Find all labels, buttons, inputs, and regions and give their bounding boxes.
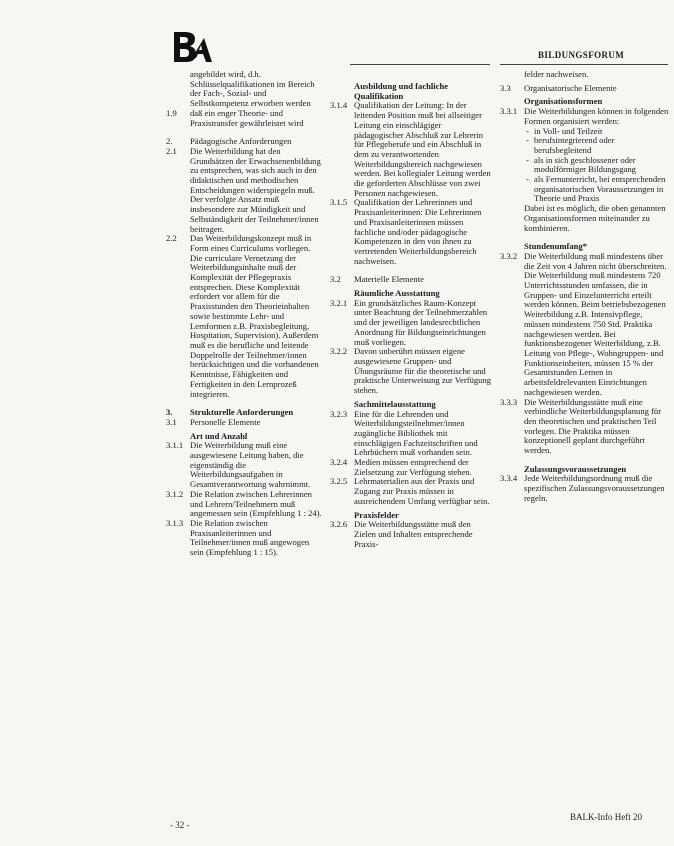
list-item: 3.2.2 Davon unberührt müssen eigene ausgewiesene Gruppen- und Übungsräume für die theoretische und praktische Unterweisung zur Verfügung stehen. [330,346,492,396]
list-item: angebildet wird, d.h. Schlüsselqualifikationen im Bereich der Fach-, Sozial- und Selbstkompetenz erworben werden [190,69,315,109]
page-number: - 32 - [170,820,190,830]
subheading: Sachmittelausstattung [354,398,436,409]
list-item: 3.1.4 Qualifikation der Leitung: In der leitenden Position muß bei allseitiger Leitung ein einschlägiger pädagogischer Abschluß zur Lehrerin für Pflegeberufe und ein Abschluß in dem zu verantwortenden Weiterbildungsbereich nachgewiesen werden. Bei kollegialer Leitung werden die geforderten Abschlüsse von zwei Personen nachgewiesen. [330,100,491,198]
list-item: 3.3.2 Die Weiterbildung muß mindestens über die Zeit von 4 Jahren nicht überschreiten. Die Weiterbildung muß mindestens 720 Unterrichtsstunden umfassen, die in Gruppen- und Einzelunterricht erteilt werden können. Beim betriebsbezogenen Weiterbildung z.B. Intensivpflege, müssen mindestens 750 Std. Praktika nachgewiesen werden. Bei funktionsbezogener Weiterbildung, z.B. Leitung von Pflege-, Wohngruppen- und Funktionseinheiten, müssen 15 % der Gesamtstunden Lernen in arbeitsfeldrelevanten Einrichtungen nachgewiesen werden. [500,250,667,397]
subheading: Praxisfelder [354,509,399,520]
list-item: 2.1 Die Weiterbildung hat den Grundsätzen der Erwachsenenbildung zu entsprechen, was sich auch in den didaktischen und methodischen Entscheidungen widerspiegeln muß. Der verfolgte Ansatz muß insbesondere zur Mündigkeit und Selbständigkeit der Teilnehmer/innen beitragen. [166,145,321,234]
list-item: 3.1.5 Qualifikation der Lehrerinnen und Praxisanleiterinnen: Die Lehrerinnen und Praxisanleiterinnen müssen fachliche und/oder pädagogische Kompetenzen in den von ihnen zu vertretenden Weiterbildungsbereich nachweisen. [330,197,482,266]
list-item: 1.9 daß ein enger Theorie- und Praxistransfer gewährleistet wird [166,107,304,128]
subheading: Räumliche Ausstattung [354,288,440,299]
subheading: Zulassungsvoraussetzungen [524,463,627,474]
subheading: Art und Anzahl [190,430,248,441]
text-column-1 [166,70,324,558]
section-heading: 3.3 Organisatorische Elemente [500,82,617,93]
balk-logo-icon [170,28,216,66]
journal-name: BALK-Info Heft 20 [570,812,642,822]
list-item: 3.2.4 Medien müssen entsprechend der Zielsetzung zur Verfügung stehen. [330,457,472,477]
section-heading: 3. Strukturelle Anforderungen [166,407,294,418]
header-rule [500,64,668,65]
organisation-forms-list [524,127,670,205]
list-item: 3.1.2 Die Relation zwischen Lehrerinnen und Lehrern/Teilnehmern muß angemessen sein (Empfehlung 1 : 24). [166,488,322,519]
list-item: felder nachweisen. [524,69,589,79]
list-item: 3.3.3 Die Weiterbildungsstätte muß eine verbindliche Weiterbildungsplanung für den theoretischen und praktischen Teil vorlegen. Die Praktika müssen konzeptionell geplant durchgeführt werden. [500,396,662,456]
list-item: 3.1.3 Die Relation zwischen Praxisanleiterinnen und Teilnehmer/innen muß angewogen sein (Empfehlung 1 : 15). [166,517,310,558]
section-header: BILDUNGSFORUM [538,50,625,60]
list-item: 3.2.1 Ein grundsätzliches Raum-Konzept unter Beachtung der Teilnehmerzahlen und der jeweiligen landesrechtlichen Anordnung für Bildungseinrichtungen muß vorliegen. [330,297,488,347]
list-item: 3.1.1 Die Weiterbildung muß eine ausgewiesene Leitung haben, die eigenständig die Weiterbildungsaufgaben in Gesamtverantwortung wahrnimmt. [166,440,311,490]
header-rule [350,64,490,65]
text-column-2 [330,82,492,549]
section-heading: 3.2 Materielle Elemente [330,274,424,285]
list-item: 2.2 Das Weiterbildungskonzept muß in Form eines Curriculums vorliegen. Die curriculare Vernetzung der Weiterbildungsinhalte muß der Komplexität der Pflegepraxis entsprechen. Diese Komplexität erfordert vor allem für die Praxisstunden den Theorieinhalten sowie bestimmte Lehr- und Lernformen z.B. Praxisbegleitung, Hospitation, Supervision). Außerdem muß es die berufliche und leitende Doppelrolle der Teilnehmer/innen berücksichtigen und die vorhandenen Kenntnisse, Fähigkeiten und Fertigkeiten in den Lernprozeß integrieren. [166,233,319,399]
list-item: - berufsintegrierend oder berufsbegleitend [534,136,670,155]
list-item [500,127,670,205]
text-column-3 [500,70,670,504]
list-item: 3.3.4 Jede Weiterbildungsordnung muß die spezifischen Zulassungsvoraussetzungen regeln. [500,473,665,503]
list-item: 3.3.1 Die Weiterbildungen können in folgenden Formen organisiert werden: [500,106,669,126]
list-item: 3.2.6 Die Weiterbildungsstätte muß den Zielen und Inhalten entsprechende Praxis- [330,519,473,549]
list-item: 3.2.5 Lehrmaterialien aus der Praxis und Zugang zur Praxis müssen in ausreichendem Umfang verfügbar sein. [330,476,490,506]
list-item: - in Voll- und Teilzeit [534,127,670,137]
list-item: - als in sich geschlossener oder modulförmiger Bildungsgang [534,156,670,175]
list-item: Dabei ist es möglich, die oben genannten Organisationsformen miteinander zu kombinieren. [524,203,666,233]
subheading: Organisationsformen [524,96,603,107]
list-item: - als Fernunterricht, bei entsprechenden organisatorischen Voraussetzungen in Theorie und Praxis [534,175,670,204]
section-heading: 2. Pädagogische Anforderungen [166,136,292,147]
subheading: Ausbildung und fachliche Qualifikation [354,81,449,101]
list-item: 3.1 Personelle Elemente [166,416,261,427]
subheading: Stundenumfang* [524,241,588,252]
list-item: 3.2.3 Eine für die Lehrenden und Weiterbildungsteilnehmer/innen zugängliche Bibliothek mit einschlägigen Fachzeitschriften und Lehrbüchern muß vorhanden sein. [330,408,478,458]
